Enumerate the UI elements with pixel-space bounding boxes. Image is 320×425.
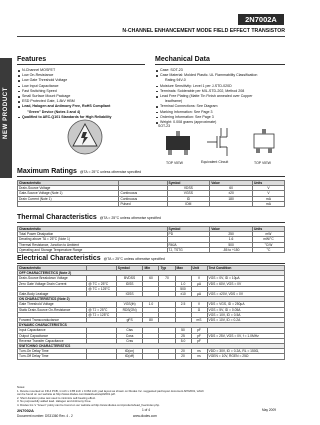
list-item: Qualified to AEC-Q101 Standards for High Reliability: [17, 115, 147, 120]
side-tab-label: NEW PRODUCT: [3, 87, 9, 139]
features-heading: Features: [17, 56, 145, 65]
table-cell: VDS = 10V, ID = 0.2A: [207, 318, 284, 323]
equivalent-circuit-caption: Equivalent Circuit: [201, 160, 229, 164]
table-cell: VGS = 5V, ID = 0.05A: [207, 307, 284, 312]
table-cell: VGS = ±20V, VDS = 0V: [207, 292, 284, 297]
table-cell: 20: [175, 354, 191, 359]
list-item: leadframe): [165, 99, 183, 104]
note-item: 1. Device mounted on FR-4 PCB, 1 inch x 0.85 inch x 0.062 inch; pad layout as shown on Diodes Inc. suggested pad layout document AP02001, which: [17, 389, 204, 393]
table-cell: Drain-Source Voltage: [18, 186, 119, 191]
table-cell: 25: [175, 333, 191, 338]
table-cell: Derating above TA = 25°C (Note 1): [18, 237, 168, 242]
list-item: Moisture Sensitivity: Level 1 per J-STD-020D: [155, 84, 287, 89]
table-cell: VDSS: [167, 186, 210, 191]
column-header: Symbol: [116, 266, 143, 271]
list-item: Small Surface Mount Package: [17, 94, 147, 99]
table-cell: pF: [191, 328, 207, 333]
note-item: 3. No purposefully added lead. Halogen and Antimony Free.: [17, 400, 92, 404]
table-cell: Continuous: [119, 191, 167, 196]
table-cell: Reverse Transfer Capacitance: [18, 338, 87, 343]
table-cell: 1.0: [143, 302, 159, 307]
list-item: Terminal Connections: See Diagram: [155, 104, 287, 109]
table-cell: V: [252, 186, 284, 191]
table-cell: VDS = VGS, ID = 250μA: [207, 302, 284, 307]
esd-warning-icon: [66, 118, 104, 156]
table-cell: Output Capacitance: [18, 333, 87, 338]
column-header: Characteristic: [18, 181, 119, 186]
column-header: Value: [210, 227, 253, 232]
table-cell: VDD = 30V, ID = 0.2A, RL = 150Ω,: [207, 349, 284, 354]
table-cell: [18, 201, 119, 206]
package-label: SOT-23: [158, 124, 171, 128]
table-cell: 180: [210, 196, 253, 201]
table-cell: V: [191, 276, 207, 281]
table-cell: V: [252, 191, 284, 196]
list-item: Lead Free Plating (Matte Tin Finish annealed over Copper: [155, 94, 287, 99]
table-cell: V: [191, 302, 207, 307]
table-cell: tD(off): [116, 354, 143, 359]
column-header: Units: [252, 227, 284, 232]
top-view-caption-2: TOP VIEW: [254, 161, 271, 165]
table-cell: 500: [210, 242, 253, 247]
table-cell: PD: [167, 232, 210, 237]
table-cell: VDS = 60V, VGS = 0V: [207, 281, 284, 286]
table-cell: tD(on): [116, 349, 143, 354]
side-tab: [0, 58, 12, 178]
footer-page-number: 1 of 4: [142, 408, 150, 412]
table-cell: gFS: [116, 318, 143, 323]
table-cell: 1.6: [210, 237, 253, 242]
table-cell: Crss: [116, 338, 143, 343]
table-cell: 80: [143, 318, 159, 323]
table-cell: Continuous: [119, 196, 167, 201]
column-header: Unit: [191, 266, 207, 271]
max-ratings-heading: Maximum Ratings @TA = 25°C unless otherwise specified: [17, 168, 285, 177]
table-cell: VGS = 0V, ID = 10μA: [207, 276, 284, 281]
package-top-view-drawing: [158, 130, 198, 158]
table-cell: mW/°C: [252, 237, 284, 242]
notes-block: [17, 386, 285, 408]
table-cell: Ciss: [116, 328, 143, 333]
list-item: Terminals: Solderable per MIL-STD-202, Method 208: [155, 89, 287, 94]
table-cell: Gate-Body Leakage: [18, 292, 87, 297]
note-item: 4. Diodes Inc.'s "Green" policy can be found on our website at http://www.diodes.com/products/lead_free/index.php.: [17, 403, 160, 407]
list-item: Case: SOT-23: [155, 68, 287, 73]
footer-part-number: 2N7002A: [17, 408, 34, 413]
mechanical-list: [155, 68, 287, 125]
table-cell: @ TC = 25°C: [87, 281, 116, 286]
table-cell: μA: [191, 292, 207, 297]
column-header: Symbol: [167, 227, 210, 232]
table-cell: ±20: [210, 191, 253, 196]
table-cell: Drain Current (Note 1): [18, 196, 119, 201]
column-header: Characteristic: [18, 266, 87, 271]
electrical-table: [17, 265, 285, 360]
table-cell: 5.0: [175, 338, 191, 343]
list-item: Rating 94V-0: [165, 78, 186, 83]
list-item: Marking Information: See Page 3: [155, 110, 287, 115]
table-cell: pF: [191, 333, 207, 338]
list-item: "Green" Device (Notes 3 and 4): [27, 109, 81, 114]
part-number-badge: 2N7002A: [238, 14, 284, 25]
table-cell: 20: [175, 349, 191, 354]
table-row: [18, 247, 285, 252]
list-item: ESD Protected Gate, 1.8kV HBM: [17, 99, 147, 104]
table-cell: @ TJ = 125°C: [87, 312, 116, 317]
table-cell: Turn-On Delay Time: [18, 349, 87, 354]
table-cell: RDS(ON): [116, 307, 143, 312]
list-item: Case Material: Molded Plastic. UL Flammability Classification: [155, 73, 287, 78]
table-cell: Input Capacitance: [18, 328, 87, 333]
list-item: Low On-Resistance: [17, 73, 147, 78]
table-cell: IDM: [167, 201, 210, 206]
table-cell: [87, 354, 116, 359]
table-cell: -55 to +150: [210, 247, 253, 252]
thermal-table: [17, 226, 285, 253]
thermal-heading: Thermal Characteristics @TA = 25°C unless otherwise specified: [17, 214, 285, 223]
table-cell: mS: [191, 318, 207, 323]
table-cell: BVDSS: [116, 276, 143, 281]
list-item: Lead, Halogen and Antimony Free, RoHS Compliant: [17, 104, 147, 109]
table-cell: VDS = 25V, VGS = 0V, f = 1.0MHz: [207, 333, 284, 338]
table-cell: Forward Transconductance: [18, 318, 87, 323]
top-view-caption-1: TOP VIEW: [166, 161, 183, 165]
table-cell: Coss: [116, 333, 143, 338]
table-cell: Turn-Off Delay Time: [18, 354, 87, 359]
table-cell: 70: [159, 276, 175, 281]
electrical-heading: Electrical Characteristics @TA = 25°C unless otherwise specified: [17, 255, 285, 264]
table-cell: °C/W: [252, 242, 284, 247]
list-item: Ordering Information: See Page 3: [155, 115, 287, 120]
column-header: Characteristic: [18, 227, 168, 232]
table-cell: VGS(th): [116, 302, 143, 307]
note-item: 2. Short duration pulse test used to minimize self-heating effect.: [17, 396, 96, 400]
table-group-label: DYNAMIC CHARACTERISTICS: [18, 323, 285, 328]
table-cell: Gate Threshold Voltage: [18, 302, 87, 307]
table-cell: mA: [252, 201, 284, 206]
note-item: can be found on our website at http://www.diodes.com/datasheets/ap02001.pdf.: [17, 393, 116, 397]
list-item: Fast Switching Speed: [17, 89, 147, 94]
table-cell: ns: [191, 354, 207, 359]
table-cell: 60: [143, 276, 159, 281]
table-cell: Ω: [191, 307, 207, 312]
column-header: Test Condition: [207, 266, 284, 271]
table-group-label: SWITCHING CHARACTERISTICS: [18, 344, 285, 349]
max-ratings-table: [17, 180, 285, 207]
table-cell: Total Power Dissipation: [18, 232, 168, 237]
table-cell: 50: [175, 328, 191, 333]
footer-document-number: Document number: DS31360 Rev. 4 - 2: [17, 414, 73, 418]
table-cell: 1.0: [175, 281, 191, 286]
table-row: [18, 201, 285, 206]
table-cell: [159, 354, 175, 359]
column-header: Symbol: [167, 181, 210, 186]
table-cell: 2.5: [175, 302, 191, 307]
list-item: Low Input Capacitance: [17, 84, 147, 89]
column-header: Min: [143, 266, 159, 271]
table-cell: [210, 201, 253, 206]
package-pinout-drawing: [246, 128, 282, 158]
table-cell: 60: [210, 186, 253, 191]
mechanical-heading: Mechanical Data: [155, 56, 285, 65]
table-cell: Pulsed: [119, 201, 167, 206]
table-cell: pF: [191, 338, 207, 343]
table-cell: mA: [252, 196, 284, 201]
notes-label: Notes:: [17, 386, 26, 389]
table-cell: ID: [167, 196, 210, 201]
table-cell: Operating and Storage Temperature Range: [18, 247, 168, 252]
features-list: [17, 68, 147, 120]
table-group-label: OFF CHARACTERISTICS (Note 2): [18, 271, 285, 276]
footer-date: May 2009: [262, 408, 276, 412]
table-cell: TJ, TSTG: [167, 247, 210, 252]
list-item: Low Gate Threshold Voltage: [17, 78, 147, 83]
table-cell: @ TC = 125°C: [87, 286, 116, 291]
table-cell: 500: [175, 286, 191, 291]
column-header: Value: [210, 181, 253, 186]
table-cell: [143, 354, 159, 359]
table-cell: RθJA: [167, 242, 210, 247]
table-cell: Thermal Resistance, Junction to Ambient: [18, 242, 168, 247]
equivalent-circuit-drawing: [203, 126, 239, 158]
table-cell: VGSS: [167, 191, 210, 196]
page-subtitle: N-CHANNEL ENHANCEMENT MODE FIELD EFFECT TRANSISTOR: [122, 28, 285, 34]
list-item: N-Channel MOSFET: [17, 68, 147, 73]
table-cell: VGS = 10V, ID = 0.5A: [207, 312, 284, 317]
table-cell: IGSS: [116, 292, 143, 297]
table-cell: @ TJ = 25°C: [87, 307, 116, 312]
table-cell: μA: [191, 281, 207, 286]
table-cell: Static Drain-Source On-Resistance: [18, 307, 87, 312]
column-header: Max: [175, 266, 191, 271]
table-row: [18, 354, 285, 359]
column-header: Typ: [159, 266, 175, 271]
table-cell: ±10: [175, 292, 191, 297]
table-cell: VGEN = 10V, RGEN = 25Ω: [207, 354, 284, 359]
list-item: Weight: 0.008 grams (approximate): [155, 120, 287, 125]
table-cell: mW: [252, 232, 284, 237]
table-group-label: ON CHARACTERISTICS (Note 2): [18, 297, 285, 302]
table-cell: ns: [191, 349, 207, 354]
header-rule: [17, 36, 285, 37]
table-cell: Zero Gate Voltage Drain Current: [18, 281, 87, 286]
table-cell: IDSS: [116, 281, 143, 286]
footer-website: www.diodes.com: [133, 414, 157, 418]
column-header: Units: [252, 181, 284, 186]
table-cell: °C: [252, 247, 284, 252]
table-cell: Gate-Source Voltage (Note 1): [18, 191, 119, 196]
table-cell: 250: [210, 232, 253, 237]
table-cell: Drain-Source Breakdown Voltage: [18, 276, 87, 281]
